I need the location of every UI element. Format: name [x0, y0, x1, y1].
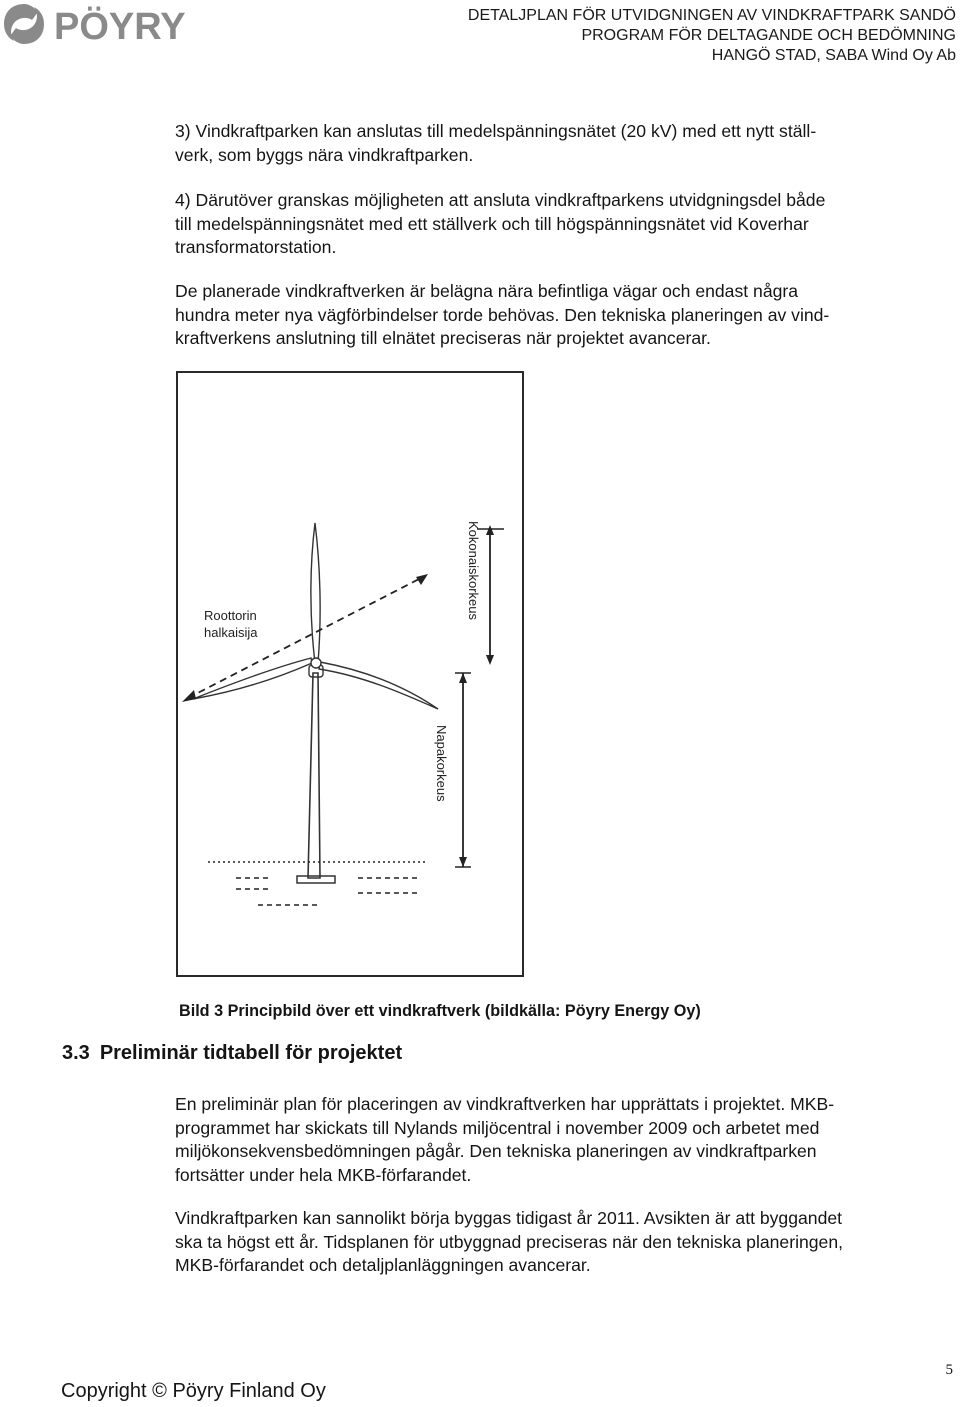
- text-line: De planerade vindkraftverken är belägna nära befintliga vägar och endast några: [175, 281, 799, 301]
- text-line: verk, som byggs nära vindkraftparken.: [175, 144, 474, 165]
- text-line: 3) Vindkraftparken kan anslutas till medelspänningsnätet (20 kV) med ett nytt ställ-: [175, 121, 817, 141]
- rotor-label-2: halkaisija: [204, 625, 258, 640]
- poyry-logo: [2, 2, 247, 46]
- wind-turbine-figure: [176, 371, 524, 977]
- text-line: ska ta högst ett år. Tidsplanen för utbyggnad preciseras när den tekniska planeringen,: [175, 1231, 844, 1252]
- paragraph-schedule-plan: [175, 1093, 935, 1187]
- text-line: 4) Därutöver granskas möjligheten att ansluta vindkraftparkens utvidgningsdel både: [175, 190, 826, 210]
- text-line: fortsätter under hela MKB-förfarandet.: [175, 1164, 472, 1185]
- header-line-2: PROGRAM FÖR DELTAGANDE OCH BEDÖMNING: [581, 27, 956, 44]
- hub-height-label: Napakorkeus: [434, 725, 449, 802]
- rotor-arrow-left-icon: [182, 690, 196, 702]
- page-number: 5: [945, 1362, 953, 1378]
- poyry-logo-graphic: [2, 2, 247, 46]
- document-header: [468, 6, 956, 66]
- section-title: Preliminär tidtabell för projektet: [99, 1042, 403, 1064]
- hub-height-arrow-down-icon: [459, 857, 467, 867]
- header-line-1: DETALJPLAN FÖR UTVIDGNINGEN AV VINDKRAFTPARK SANDÖ: [467, 7, 956, 24]
- text-line: miljökonsekvensbedömningen pågår. Den tekniska planeringen av vindkraftparken: [175, 1141, 817, 1162]
- paragraph-schedule-construction: [175, 1207, 935, 1278]
- total-height-label: Kokonaiskorkeus: [466, 521, 481, 620]
- header-line-3: HANGÖ STAD, SABA Wind Oy Ab: [711, 47, 956, 64]
- text-line: En preliminär plan för placeringen av vindkraftverken har upprättats i projektet. MKB-: [175, 1094, 835, 1114]
- wind-turbine-diagram: [178, 373, 522, 975]
- figure-caption: Bild 3 Principbild över ett vindkraftverk (bildkälla: Pöyry Energy Oy): [179, 1002, 701, 1020]
- paragraph-location: [175, 280, 935, 351]
- text-line: MKB-förfarandet och detaljplanläggningen avancerar.: [175, 1255, 591, 1276]
- text-line: Vindkraftparken kan sannolikt börja byggas tidigast år 2011. Avsikten är att byggandet: [175, 1208, 843, 1228]
- text-line: hundra meter nya vägförbindelser torde behövas. Den tekniska planeringen av vind-: [175, 304, 830, 325]
- total-height-arrow-down-icon: [486, 655, 494, 665]
- paragraph-option-4: [175, 189, 935, 260]
- text-line: kraftverkens anslutning till elnätet preciseras när projektet avancerar.: [175, 328, 711, 349]
- rotor-label-1: Roottorin: [204, 608, 257, 623]
- text-line: programmet har skickats till Nylands miljöcentral i november 2009 och arbetet med: [175, 1117, 820, 1138]
- turbine-blade-right: [319, 662, 438, 709]
- turbine-hub: [311, 658, 321, 668]
- footer-copyright: Copyright © Pöyry Finland Oy: [61, 1380, 326, 1402]
- poyry-swirl-icon: [4, 4, 44, 44]
- section-heading: [62, 1042, 402, 1065]
- turbine-tower: [308, 673, 320, 878]
- paragraph-option-3: [175, 120, 935, 167]
- rotor-arrow-right-icon: [416, 574, 428, 585]
- turbine-blade-up: [311, 523, 320, 663]
- section-number: 3.3: [62, 1042, 90, 1064]
- hub-height-arrow-up-icon: [459, 673, 467, 683]
- total-height-arrow-up-icon: [486, 525, 494, 535]
- text-line: transformatorstation.: [175, 237, 337, 258]
- logo-wordmark: PÖYRY: [54, 6, 186, 46]
- turbine-foundation: [297, 876, 335, 883]
- text-line: till medelspänningsnätet med ett ställverk och till högspänningsnätet vid Koverhar: [175, 213, 809, 234]
